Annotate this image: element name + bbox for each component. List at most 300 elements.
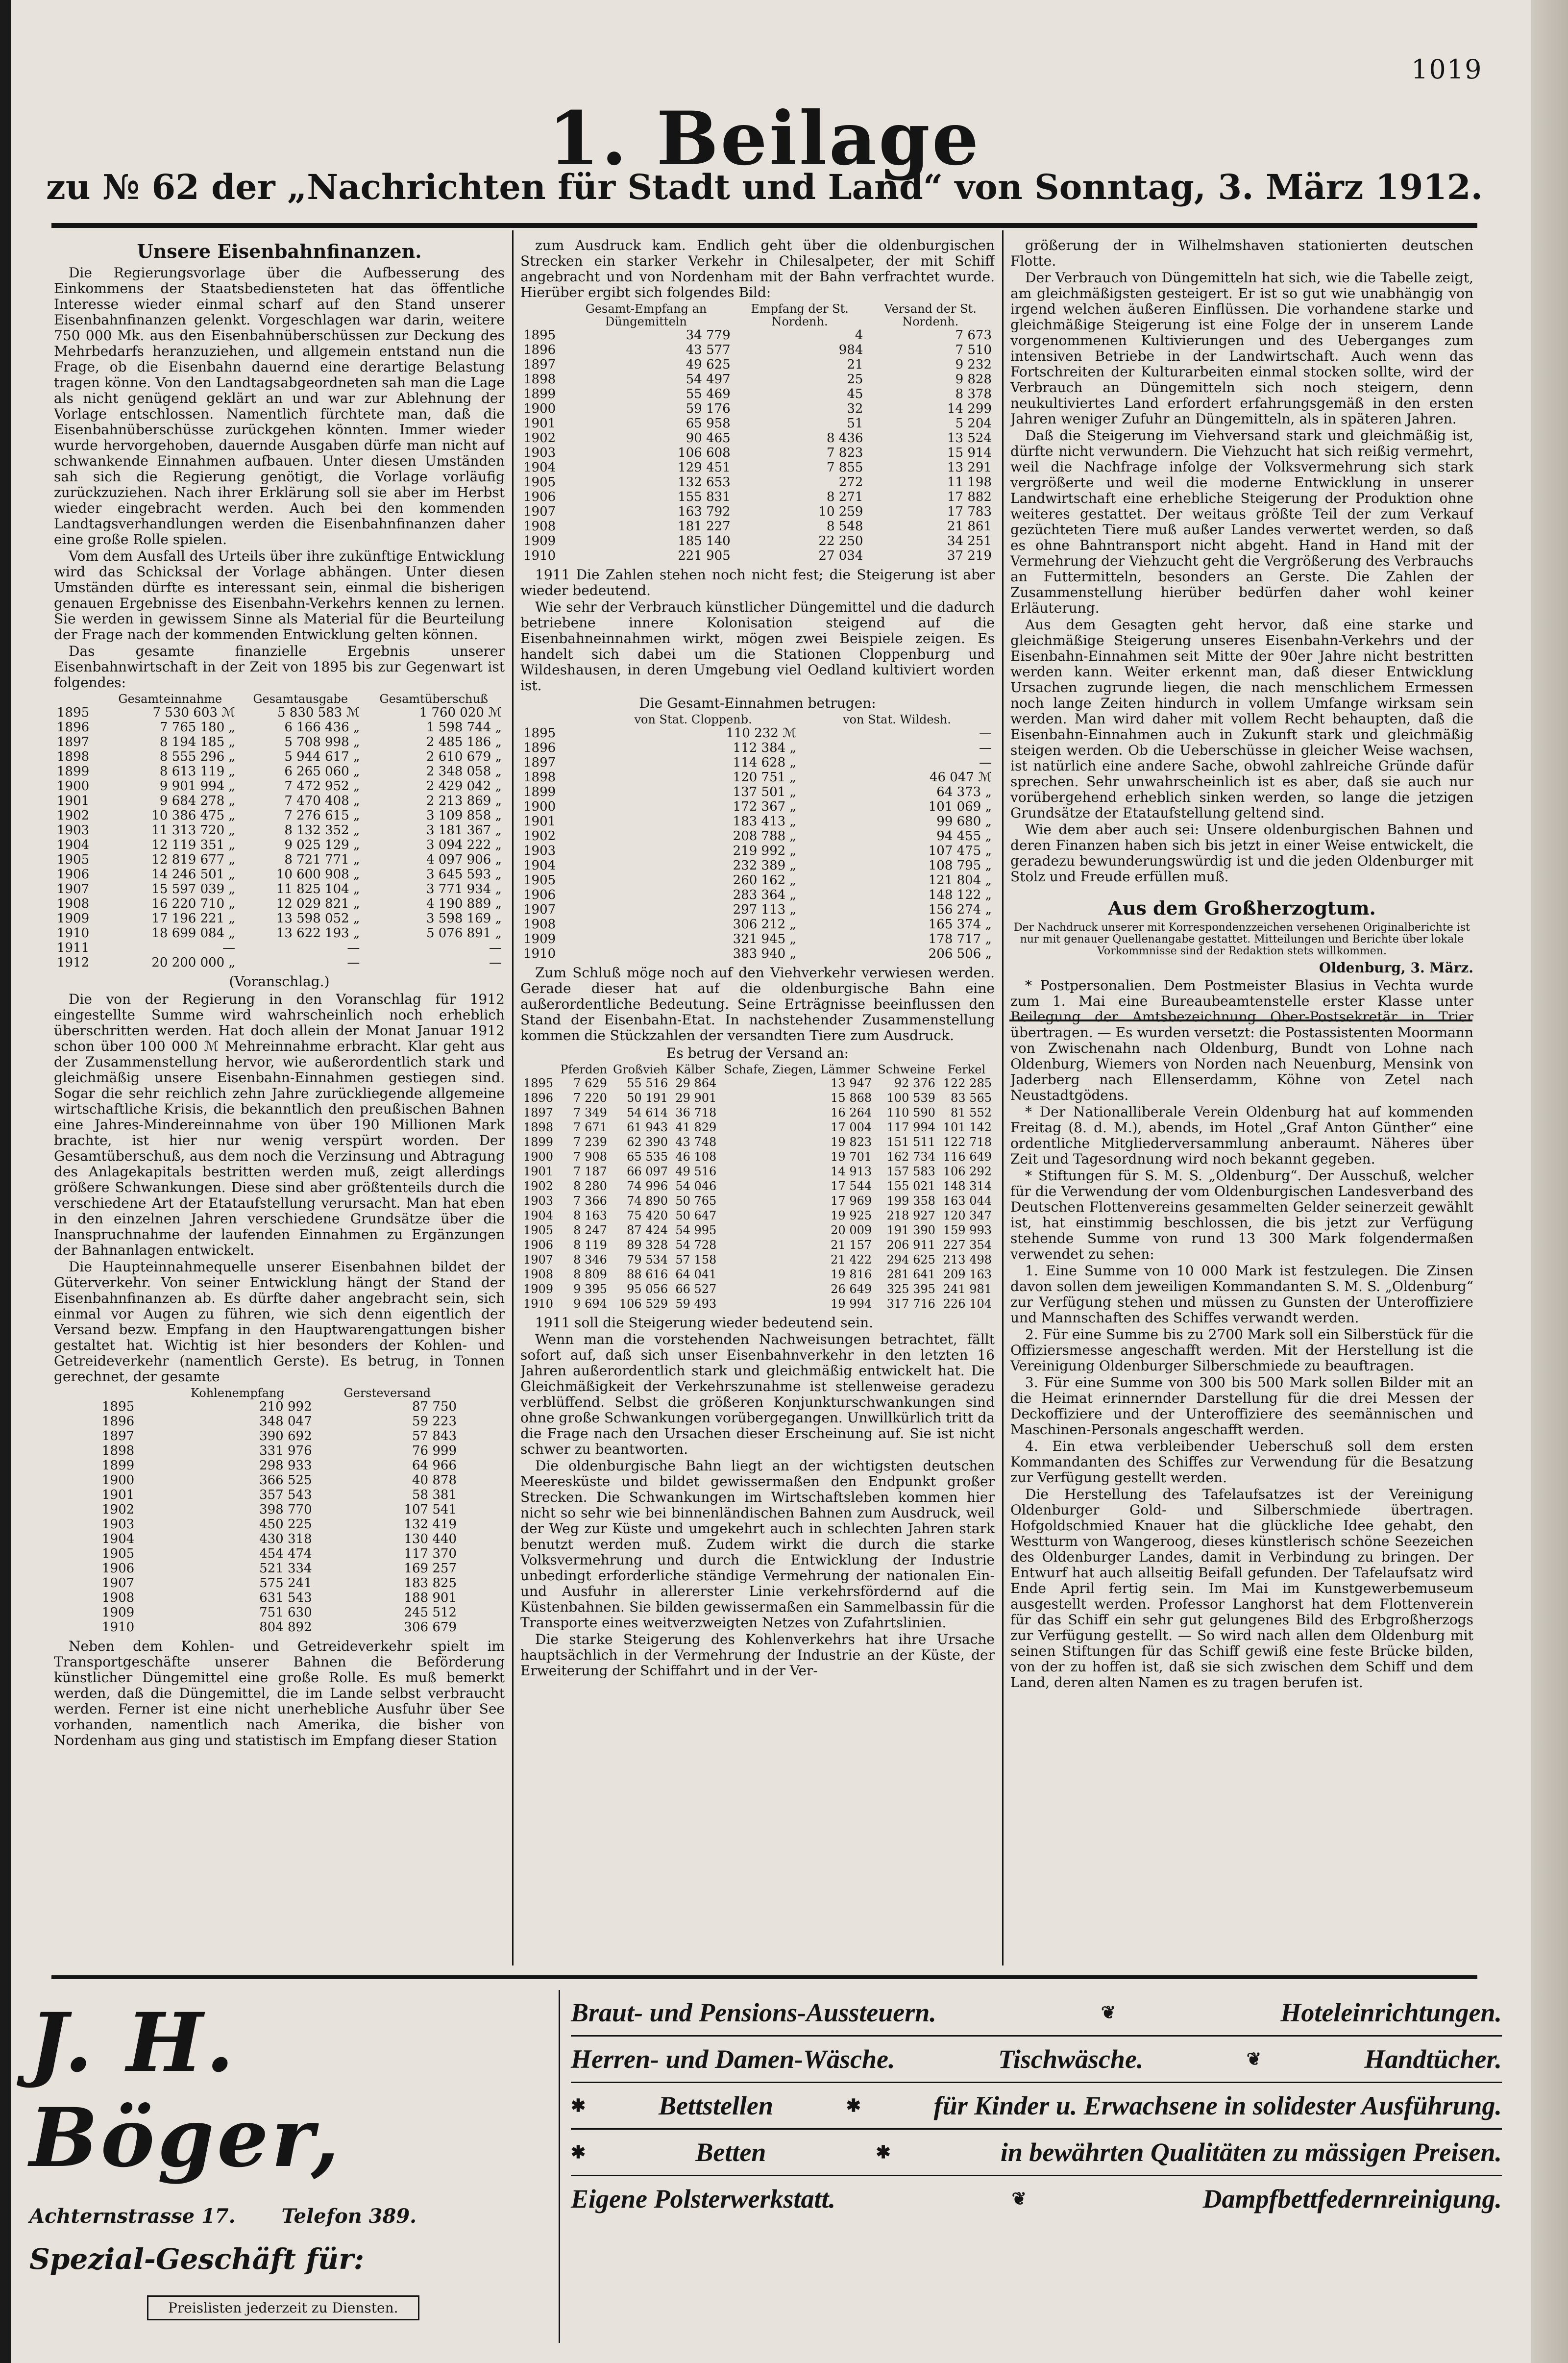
ad-line	[571, 2130, 1502, 2176]
table-cell: 19 701	[831, 1150, 872, 1164]
table-cell: 79 534	[627, 1253, 668, 1267]
table-cell: 64 966	[412, 1458, 457, 1473]
table-cell: 59 493	[675, 1297, 717, 1311]
table-cell: 29 901	[675, 1091, 717, 1105]
table-cell: 120 347	[943, 1209, 992, 1222]
ornament-icon: ❦	[1011, 2189, 1027, 2209]
table-cell: 298 933	[259, 1458, 312, 1473]
header-rule	[51, 223, 1477, 228]
table-cell: 1906	[523, 490, 556, 504]
table-cell: 99 680 „	[936, 814, 992, 829]
table-row	[520, 328, 995, 343]
table-coal-barley	[99, 1387, 460, 1635]
table-cell: 163 044	[943, 1194, 992, 1208]
table-cell: 50 647	[675, 1209, 717, 1222]
table-cell: 162 734	[886, 1150, 935, 1164]
table-cell: 20 009	[831, 1223, 872, 1237]
table-cell: 165 374 „	[928, 917, 992, 932]
table-cell: 1902	[57, 808, 90, 823]
table-cell: 1900	[523, 799, 556, 814]
table-cell: 306 679	[404, 1620, 457, 1635]
table-cell: 19 823	[831, 1135, 872, 1149]
table-row	[520, 1164, 995, 1179]
advertiser-name: J. H. Böger,	[29, 1995, 343, 2185]
table-row	[54, 926, 505, 941]
table-header	[520, 302, 559, 328]
table-cell: 210 992	[259, 1399, 312, 1414]
advertiser-specialty: Spezial-Geschäft für:	[29, 2242, 365, 2276]
table-cell: 804 892	[259, 1620, 312, 1635]
table-cell: 17 783	[947, 504, 992, 519]
footer-rule	[51, 1975, 1477, 1979]
star-icon: ✱	[571, 2142, 586, 2162]
ad-text: Tischwäsche.	[998, 2044, 1144, 2074]
table-cell: 32	[847, 401, 863, 416]
table-cell: 366 525	[259, 1473, 312, 1488]
table-header: Kälber	[675, 1063, 715, 1076]
paragraph: 1911 soll die Steigerung wieder bedeutend sein.	[535, 1315, 874, 1331]
paragraph: 1911 Die Zahlen stehen noch nicht fest; die Steigerung ist aber wieder bedeutend.	[520, 567, 995, 598]
table-cell: 19 816	[831, 1268, 872, 1281]
table-cell: 5 830 583 ℳ	[277, 705, 360, 720]
advertisement-left	[29, 1990, 524, 2353]
table-cell: 1904	[102, 1532, 135, 1546]
table-cell: 129 451	[678, 460, 731, 475]
table-header: Großvieh	[612, 1063, 668, 1076]
table-row	[520, 917, 995, 932]
table-cell: 22 250	[818, 534, 863, 548]
table-cell: 1908	[57, 896, 90, 911]
table-cell: 9 684 278 „	[159, 794, 235, 808]
table-row	[520, 1135, 995, 1149]
table-row	[520, 741, 995, 755]
table-cell: 2 213 869 „	[426, 794, 502, 808]
ad-text: Betten	[695, 2138, 766, 2167]
table-cell: 3 181 367 „	[426, 823, 502, 838]
ad-text: in bewährten Qualitäten zu mässigen Preisen.	[1000, 2138, 1502, 2167]
table-row	[54, 735, 505, 749]
table-cell: 155 831	[678, 490, 731, 504]
table-cell: 106 529	[619, 1297, 668, 1311]
table-cell: 8 163	[573, 1209, 607, 1222]
table-cell: 20 200 000 „	[151, 955, 235, 970]
table-cell: 81 552	[951, 1106, 992, 1119]
table-cell: 218 927	[886, 1209, 935, 1222]
table-cell: 1909	[523, 1282, 554, 1296]
table-cell: 112 384 „	[733, 741, 796, 755]
table-cell: 74 890	[627, 1194, 668, 1208]
table-cell: 357 543	[259, 1488, 312, 1502]
table-cell: 1901	[102, 1488, 135, 1502]
ornament-icon: ❦	[1246, 2049, 1262, 2069]
table-row	[54, 867, 505, 882]
table-row	[99, 1502, 460, 1517]
table-cell: 1908	[523, 1268, 554, 1281]
table-cell: 1909	[523, 932, 556, 946]
table-cell: 306 212 „	[733, 917, 796, 932]
table-cell: 3 771 934 „	[426, 882, 502, 896]
table-header: Empfang der St. Nordenh.	[751, 302, 849, 328]
table-cell: 7 530 603 ℳ	[152, 705, 235, 720]
table-cell: 1907	[523, 902, 556, 917]
table-cell: 21	[847, 357, 863, 372]
table-row	[99, 1517, 460, 1532]
table-row	[99, 1576, 460, 1591]
column-1	[54, 238, 505, 1958]
table-cell: 241 981	[943, 1282, 992, 1296]
table-row	[520, 1120, 995, 1135]
table-cell: 219 992 „	[733, 844, 796, 858]
table-cell: 117 370	[404, 1546, 457, 1561]
table-cell: 1906	[523, 1238, 554, 1252]
table-cell: 117 994	[886, 1120, 935, 1134]
table-cell: 92 376	[894, 1076, 935, 1090]
table-fertilizer	[520, 302, 995, 563]
table-cell: 114 628 „	[733, 755, 796, 770]
paragraph: Die von der Regierung in den Voranschlag für 1912 eingestellte Summe wird wahrscheinlich noch erheblich überschritten werden. Hat doch allein der Monat Januar 1912 schon über 100 000 ℳ Mehreinnahme erbracht. Klar geht aus der Zusammenstellung hervor, wie außerordentlich stark und gleichmäßig unsere Eisenbahn-Einnahmen gestiegen sind. Sogar die sehr reichlich zehn Jahre zurückliegende allgemeine wirtschaftliche Krisis, die bekanntlich den preußischen Bahnen eine Jahres-Mindereinnahme von über 190 Millionen Mark brachte, ist hier nur wenig verspürt worden. Der Gesamtüberschuß, aus dem noch die Verzinsung und Abtragung des Anlagekapitals bestritten werden muß, zeigt allerdings größere Schwankungen. Diese sind aber größtenteils durch die verschiedene Art der Etataufstellung verursacht. Man hat eben in den einzelnen Jahren verschiedene Grundsätze über die Inanspruchnahme der laufenden Einnahmen zu Ergänzungen der Bahnanlagen entwickelt.	[54, 991, 505, 1258]
table-cell: 1898	[57, 749, 90, 764]
table-cell: 5 944 617 „	[284, 749, 360, 764]
table-cell: 110 232 ℳ	[726, 726, 796, 741]
table-cell: 1902	[523, 1179, 554, 1193]
table-row	[520, 401, 995, 416]
table-cell: 1895	[523, 1076, 554, 1090]
table-cell: 1897	[523, 755, 556, 770]
table-row	[520, 416, 995, 431]
table-cell: 1906	[57, 867, 90, 882]
table-cell: 17 004	[831, 1120, 872, 1134]
paragraph: Die Haupteinnahmequelle unserer Eisenbahnen bildet der Güterverkehr. Von seiner Entwicklung hängt der Stand der Eisenbahnfinanzen ab. Es dürfte daher angebracht sein, sich einmal vor Augen zu führen, wie sich denn eigentlich der Versand bezw. Empfang in den Hauptwarengattungen bisher gestaltet hat. Wichtig ist hier besonders der Kohlen- und Getreideverkehr (namentlich Gerste). Es betrug, in Tonnen gerechnet, der gesamte	[54, 1259, 505, 1385]
table-row	[54, 705, 505, 720]
table-cell: 74 996	[627, 1179, 668, 1193]
paragraph: 1. Eine Summe von 10 000 Mark ist festzulegen. Die Zinsen davon sollen dem jeweiligen Kommandanten S. M. S. „Oldenburg“ zur Verfügung stehen und müssen zu Gunsten der Unteroffiziere und Mannschaften des Schiffes verwandt werden.	[1010, 1263, 1473, 1326]
table-cell: 7 510	[955, 343, 992, 357]
table-cell: 11 825 104 „	[276, 882, 360, 896]
table-cell: 3 598 169 „	[426, 911, 502, 926]
price-list-box: Preislisten jederzeit zu Diensten.	[147, 2295, 419, 2320]
table-cell: 54 614	[627, 1106, 668, 1119]
table-cell: 454 474	[259, 1546, 312, 1561]
paragraph: Wenn man die vorstehenden Nachweisungen betrachtet, fällt sofort auf, daß sich unser Eisenbahnverkehr in den letzten 16 Jahren außerordentlich stark und gleichmäßig entwickelt hat. Die Gleichmäßigkeit der Verkehrszunahme ist stellenweise geradezu verblüffend. Selbst die größeren Konjunkturschwankungen sind ohne große Schwankungen vorübergegangen. Unwillkürlich tritt da die Frage nach den Ursachen dieser Erscheinung auf. Sie ist nicht schwer zu beantworten.	[520, 1331, 995, 1457]
table-row	[520, 343, 995, 357]
paragraph: * Stiftungen für S. M. S. „Oldenburg“. Der Ausschuß, welcher für die Verwendung der vom Oldenburgischen Landesverband des Deutschen Flottenvereins gesammelten Gelder seinerzeit gewählt ist, hat einstimmig beschlossen, die bis jetzt zur Verfügung stehende Summe von rund 13 300 Mark folgendermaßen verwendet zu sehen:	[1010, 1168, 1473, 1262]
table-row	[99, 1532, 460, 1546]
table-cell: 7 855	[826, 460, 863, 475]
table-cell: 58 381	[412, 1488, 457, 1502]
table-cell: 206 506 „	[928, 946, 992, 961]
section-heading-grand-duchy: Aus dem Großherzogtum.	[1108, 897, 1376, 919]
table-cell: 1903	[102, 1517, 135, 1532]
table-cell: 8 721 771 „	[284, 852, 360, 867]
table-cell: 8 132 352 „	[284, 823, 360, 838]
binding-edge	[0, 0, 11, 2363]
table-cell: 7 629	[573, 1076, 607, 1090]
table-cell: 7 673	[955, 328, 992, 343]
table-cell: 1909	[102, 1605, 135, 1620]
table-cell: 1902	[523, 829, 556, 844]
paragraph: Wie sehr der Verbrauch künstlicher Düngemittel und die dadurch betriebene innere Kolonisation steigend auf die Eisenbahneinnahmen wirkt, mögen zwei Beispiele zeigen. Es handelt sich dabei um die Stationen Cloppenburg und Wildeshausen, in deren Umgebung viel Oedland kultiviert worden ist.	[520, 599, 995, 694]
table-header: Ferkel	[947, 1063, 986, 1076]
table-cell: 66 097	[627, 1165, 668, 1178]
table-cell: 1895	[57, 705, 90, 720]
table-cell: 260 162 „	[733, 873, 796, 888]
paragraph: Die starke Steigerung des Kohlenverkehrs hat ihre Ursache hauptsächlich in der Vermehrung der Industrie an der Küste, der Erweiterung der Schiffahrt und in der Ver-	[520, 1631, 995, 1679]
table-header: Schafe, Ziegen, Lämmer	[724, 1063, 870, 1076]
table-cell: 12 029 821 „	[276, 896, 360, 911]
table-header	[520, 713, 587, 726]
reprint-note: Der Nachdruck unserer mit Korrespondenzzeichen versehenen Originalberichte ist nur mit genauer Quellenangabe gestattet. Mitteilungen und Berichte über lokale Vorkommnisse sind der Redaktion stets willkommen.	[1014, 921, 1470, 957]
table-cell: 227 354	[943, 1238, 992, 1252]
table-cell: 12 119 351 „	[151, 838, 235, 852]
table-cell: 40 878	[412, 1473, 457, 1488]
table-cell: 3 109 858 „	[426, 808, 502, 823]
paragraph: Der Verbrauch von Düngemitteln hat sich, wie die Tabelle zeigt, am gleichmäßigsten gesteigert. Er ist so gut wie unabhängig von irgend welchen äußeren Einflüssen. Die vorhandene starke und gleichmäßige Steigerung ist eine Folge der in unserem Lande vorgenommenen Kultivierungen und des Ueberganges zum intensiven Betriebe in der Landwirtschaft. Auch wenn das Fortschreiten der Kulturarbeiten einmal stocken sollte, wird der Verbrauch an Düngemitteln sich noch steigern, denn neukultiviertes Land erfordert erfahrungsgemäß in den ersten Jahren weniger Zufuhr an Düngemitteln, als in späteren Jahren.	[1010, 270, 1473, 427]
table-cell: 59 223	[412, 1414, 457, 1429]
table-cell: —	[347, 941, 360, 955]
table-cell: 17 196 221 „	[151, 911, 235, 926]
table-row	[54, 838, 505, 852]
table-cell: 1898	[523, 770, 556, 785]
table-cell: 54 995	[675, 1223, 717, 1237]
table-cell: 49 625	[686, 357, 731, 372]
paragraph: Daß die Steigerung im Viehversand stark und gleichmäßig ist, dürfte nicht verwundern. Die Viehzucht hat sich reißig vermehrt, weil die Nachfrage infolge der Volksvermehrung sich stark vergrößerte und weil die moderne Entwicklung in unserer Landwirtschaft eine erhebliche Steigerung der Produktion ohne weiteres gestattet. Der weitaus größte Teil der zum Verkauf gezüchteten Tiere muß außer Landes verwertet werden, so daß es ohne Bahntransport nicht abgeht. Hand in Hand mit der Vermehrung der Viehzucht geht die Vergrößerung des Verbrauchs an Futtermitteln, besonders an Gerste. Die Zahlen der Zusammenstellung hierüber bedürfen daher wohl keiner Erläuterung.	[1010, 427, 1473, 616]
table-header: Schweine	[878, 1063, 935, 1076]
table-cell: 87 750	[412, 1399, 457, 1414]
table-row	[520, 726, 995, 741]
paragraph: 4. Ein etwa verbleibender Ueberschuß soll dem ersten Kommandanten des Schiffes zur Verwendung für die Besatzung zur Verfügung gestellt werden.	[1010, 1438, 1473, 1486]
table-cell: 1902	[102, 1502, 135, 1517]
table-cell: 8 613 119 „	[159, 764, 235, 779]
table-cell: 1905	[523, 873, 556, 888]
table-cell: 1905	[102, 1546, 135, 1561]
table-row	[99, 1429, 460, 1443]
table-cell: 1901	[523, 1165, 554, 1178]
paragraph: Vom dem Ausfall des Urteils über ihre zukünftige Entwicklung wird das Schicksal der Vorlage abhängen. Unter diesen Umständen dürfte es interessant sein, einmal die bisherigen genauen Ergebnisse des Eisenbahn-Verkehrs kennen zu lernen. Sie werden in gewissem Sinne als Material für die Beurteilung der Frage nach der kommenden Entwicklung gelten können.	[54, 548, 505, 643]
table-cell: 183 825	[404, 1576, 457, 1591]
ad-line	[571, 2037, 1502, 2083]
table-cell: 75 420	[627, 1209, 668, 1222]
table-cell: 29 864	[675, 1076, 717, 1090]
table-cell: 7 470 408 „	[284, 794, 360, 808]
table-cell: 1899	[102, 1458, 135, 1473]
ad-text: Bettstellen	[658, 2091, 773, 2120]
table-cell: 101 069 „	[928, 799, 992, 814]
ad-line	[571, 1990, 1502, 2037]
table-cell: 1911	[57, 941, 90, 955]
table-row	[520, 1091, 995, 1105]
table-cell: 11 198	[947, 475, 992, 490]
table-cell: 13 598 052 „	[276, 911, 360, 926]
table-cell: 122 285	[943, 1076, 992, 1090]
table-row	[520, 946, 995, 961]
table-cell: 221 905	[678, 548, 731, 563]
table-row	[99, 1546, 460, 1561]
table-cell: 208 788 „	[733, 829, 796, 844]
table-cell: 120 751 „	[733, 770, 796, 785]
table-cell: 1896	[523, 343, 556, 357]
table-cell: 43 577	[686, 343, 731, 357]
table-cell: 10 600 908 „	[276, 867, 360, 882]
table-cell: 17 882	[947, 490, 992, 504]
column-rule-2	[1002, 230, 1004, 1965]
column-3	[1010, 238, 1473, 1958]
table-cell: 8 555 296 „	[159, 749, 235, 764]
table-note: (Voranschlag.)	[229, 973, 330, 990]
table-cell: 7 765 180 „	[159, 720, 235, 735]
table-cell: 1900	[57, 779, 90, 794]
table-cell: 37 219	[947, 548, 992, 563]
paragraph: Zum Schluß möge noch auf den Viehverkehr verwiesen werden. Gerade dieser hat auf die oldenburgische Bahn eine außerordentliche Bedeutung. Seine Erträgnisse beeinflussen den Stand der Eisenbahn-Etat. In nachstehender Zusammenstellung kommen die Stückzahlen der versandten Tiere zum Ausdruck.	[520, 965, 995, 1044]
paragraph: 2. Für eine Summe bis zu 2700 Mark soll ein Silberstück für die Offiziersmesse angeschafft werden. Mit der Herstellung ist die Vereinigung Oldenburger Silberschmiede zu beauftragen.	[1010, 1326, 1473, 1374]
table-cell: 7 187	[573, 1165, 607, 1178]
supplement-title: 1. Beilage	[548, 96, 981, 182]
table-cell: 169 257	[404, 1561, 457, 1576]
table-row	[520, 1282, 995, 1296]
table-cell: 521 334	[259, 1561, 312, 1576]
table-cell: 59 176	[686, 401, 731, 416]
table-header	[520, 1063, 558, 1076]
table-livestock	[520, 1063, 995, 1311]
table-cell: 1896	[57, 720, 90, 735]
table-row	[54, 896, 505, 911]
table-row	[99, 1620, 460, 1635]
table-cell: 11 313 720 „	[151, 823, 235, 838]
table-cell: 1900	[523, 1150, 554, 1164]
table-cell: 1900	[102, 1473, 135, 1488]
table-cell: 1905	[523, 475, 556, 490]
table-cell: 1899	[523, 387, 556, 401]
table-cell: 1908	[523, 519, 556, 534]
table-cell: 36 718	[675, 1106, 717, 1119]
paragraph: Aus dem Gesagten geht hervor, daß eine starke und gleichmäßige Steigerung unseres Eisenbahn-Verkehrs und der Eisenbahn-Einnahmen seit Mitte der 90er Jahre nicht bestritten werden kann. Weiter erkennt man, daß dieser Entwicklung Ursachen zugrunde liegen, die nach menschlichem Ermessen noch lange Zeiten hindurch in vollem Umfange wirksam sein werden. Man wird daher mit vollem Recht behaupten, daß die Eisenbahn-Einnahmen auch in Zukunft stark und gleichmäßig steigen werden. Ob die Ueberschüsse in gleicher Weise wachsen, ist natürlich eine andere Sache, obwohl zahlreiche Gründe dafür sprechen. Sehr unwahrscheinlich ist es aber, daß sie auch nur vorübergehend erheblich sinken werden, so lange die jetzigen Grundsätze der Etataufstellung geltend sind.	[1010, 617, 1473, 821]
table-row	[99, 1488, 460, 1502]
table-cell: 1910	[102, 1620, 135, 1635]
table-row	[54, 749, 505, 764]
ad-text: Herren- und Damen-Wäsche.	[571, 2044, 895, 2074]
table-cell: 398 770	[259, 1502, 312, 1517]
table-cell: 8 247	[573, 1223, 607, 1237]
paragraph: Neben dem Kohlen- und Getreideverkehr spielt im Transportgeschäfte unserer Bahnen die Beförderung künstlicher Düngemittel eine große Rolle. Es muß bemerkt werden, daß die Düngemittel, die im Lande selbst verbraucht werden. Ferner ist eine nicht unerhebliche Ausfuhr über See vorhanden, namentlich nach Amerika, die bisher von Nordenham aus ging und statistisch im Empfang dieser Station	[54, 1638, 505, 1748]
table-cell: 1901	[57, 794, 90, 808]
table-cell: 1908	[523, 917, 556, 932]
table-cell: 1896	[102, 1414, 135, 1429]
table-cell: 61 943	[627, 1120, 668, 1134]
table-finances	[54, 693, 505, 970]
table-cell: 15 597 039 „	[151, 882, 235, 896]
paragraph: größerung der in Wilhelmshaven stationierten deutschen Flotte.	[1010, 238, 1473, 269]
table-cell: 45	[847, 387, 863, 401]
table-cell: 1898	[523, 1120, 554, 1134]
paragraph: 3. Für eine Summe von 300 bis 500 Mark sollen Bilder mit an die Heimat erinnernder Darstellung für die drei Messen der Deckoffiziere und der Unteroffiziere des seemännischen und Maschinen-Personals angeschafft werden.	[1010, 1374, 1473, 1438]
table-cell: 1905	[523, 1223, 554, 1237]
table-cell: —	[489, 955, 502, 970]
table-cell: 1907	[523, 1253, 554, 1267]
table-cell: 57 158	[675, 1253, 717, 1267]
table-cell: 1901	[523, 814, 556, 829]
table-cell: 21 861	[947, 519, 992, 534]
table-cell: 1899	[523, 1135, 554, 1149]
table-cell: 1901	[523, 416, 556, 431]
table-cell: 1907	[57, 882, 90, 896]
table-cell: 1895	[523, 726, 556, 741]
table-cell: 226 104	[943, 1297, 992, 1311]
table-cell: 106 292	[943, 1165, 992, 1178]
article-heading-railway: Unsere Eisenbahnfinanzen.	[137, 240, 422, 262]
table-cell: 1906	[523, 888, 556, 902]
table-cell: 12 819 677 „	[151, 852, 235, 867]
advertiser-address: Achternstrasse 17.	[29, 2205, 236, 2228]
column-rule-1	[512, 230, 514, 1965]
ad-text: Handtücher.	[1364, 2044, 1502, 2074]
table-cell: 383 940 „	[733, 946, 796, 961]
table-cell: 49 516	[675, 1165, 717, 1178]
table-cell: 10 386 475 „	[151, 808, 235, 823]
table-cell: 132 653	[678, 475, 731, 490]
table-cell: 1903	[57, 823, 90, 838]
table-row	[54, 911, 505, 926]
table-row	[520, 799, 995, 814]
table-cell: 188 901	[404, 1591, 457, 1605]
table-cell: 172 367 „	[733, 799, 796, 814]
table-row	[520, 888, 995, 902]
table-cell: 106 608	[678, 446, 731, 460]
table-cell: 390 692	[259, 1429, 312, 1443]
star-icon: ✱	[571, 2096, 586, 2115]
table-cell: 5 076 891 „	[426, 926, 502, 941]
table-header: Gesamteinnahme	[118, 692, 222, 706]
table-header: von Stat. Wildesh.	[842, 713, 951, 726]
table-cell: 50 765	[675, 1194, 717, 1208]
table-row	[99, 1399, 460, 1414]
table-cell: 130 440	[404, 1532, 457, 1546]
table-cell: 1906	[102, 1561, 135, 1576]
page-edge	[1531, 0, 1568, 2363]
table-cell: 1897	[57, 735, 90, 749]
table-cell: 14 299	[947, 401, 992, 416]
table-cell: 16 220 710 „	[151, 896, 235, 911]
table-cell: 1912	[57, 955, 90, 970]
table-cell: 54 728	[675, 1238, 717, 1252]
table-cell: 83 565	[951, 1091, 992, 1105]
table-row	[520, 770, 995, 785]
table-row	[520, 1238, 995, 1252]
table-cell: 5 204	[955, 416, 992, 431]
table-cell: 13 622 193 „	[276, 926, 360, 941]
table-header: von Stat. Cloppenb.	[634, 713, 752, 726]
table-cell: 199 358	[886, 1194, 935, 1208]
table-cell: 3 645 593 „	[426, 867, 502, 882]
table-cell: 5 708 998 „	[284, 735, 360, 749]
table-cell: 159 993	[943, 1223, 992, 1237]
table-cell: 206 911	[886, 1238, 935, 1252]
ad-text: Eigene Polsterwerkstatt.	[571, 2184, 835, 2214]
table-cell: 1898	[102, 1443, 135, 1458]
table-row	[520, 932, 995, 946]
ad-line	[571, 2176, 1502, 2221]
ad-line	[571, 2083, 1502, 2130]
table-cell: 8 809	[573, 1268, 607, 1281]
table-cell: 25	[847, 372, 863, 387]
table-cell: 331 976	[259, 1443, 312, 1458]
table-cell: 1904	[523, 1209, 554, 1222]
table-row	[54, 955, 505, 970]
table-row	[54, 720, 505, 735]
table-row	[520, 844, 995, 858]
table-cell: 321 945 „	[733, 932, 796, 946]
table-header: Kohlenempfang	[191, 1386, 284, 1400]
table-cell: 13 947	[831, 1076, 872, 1090]
table-cell: 9 828	[955, 372, 992, 387]
